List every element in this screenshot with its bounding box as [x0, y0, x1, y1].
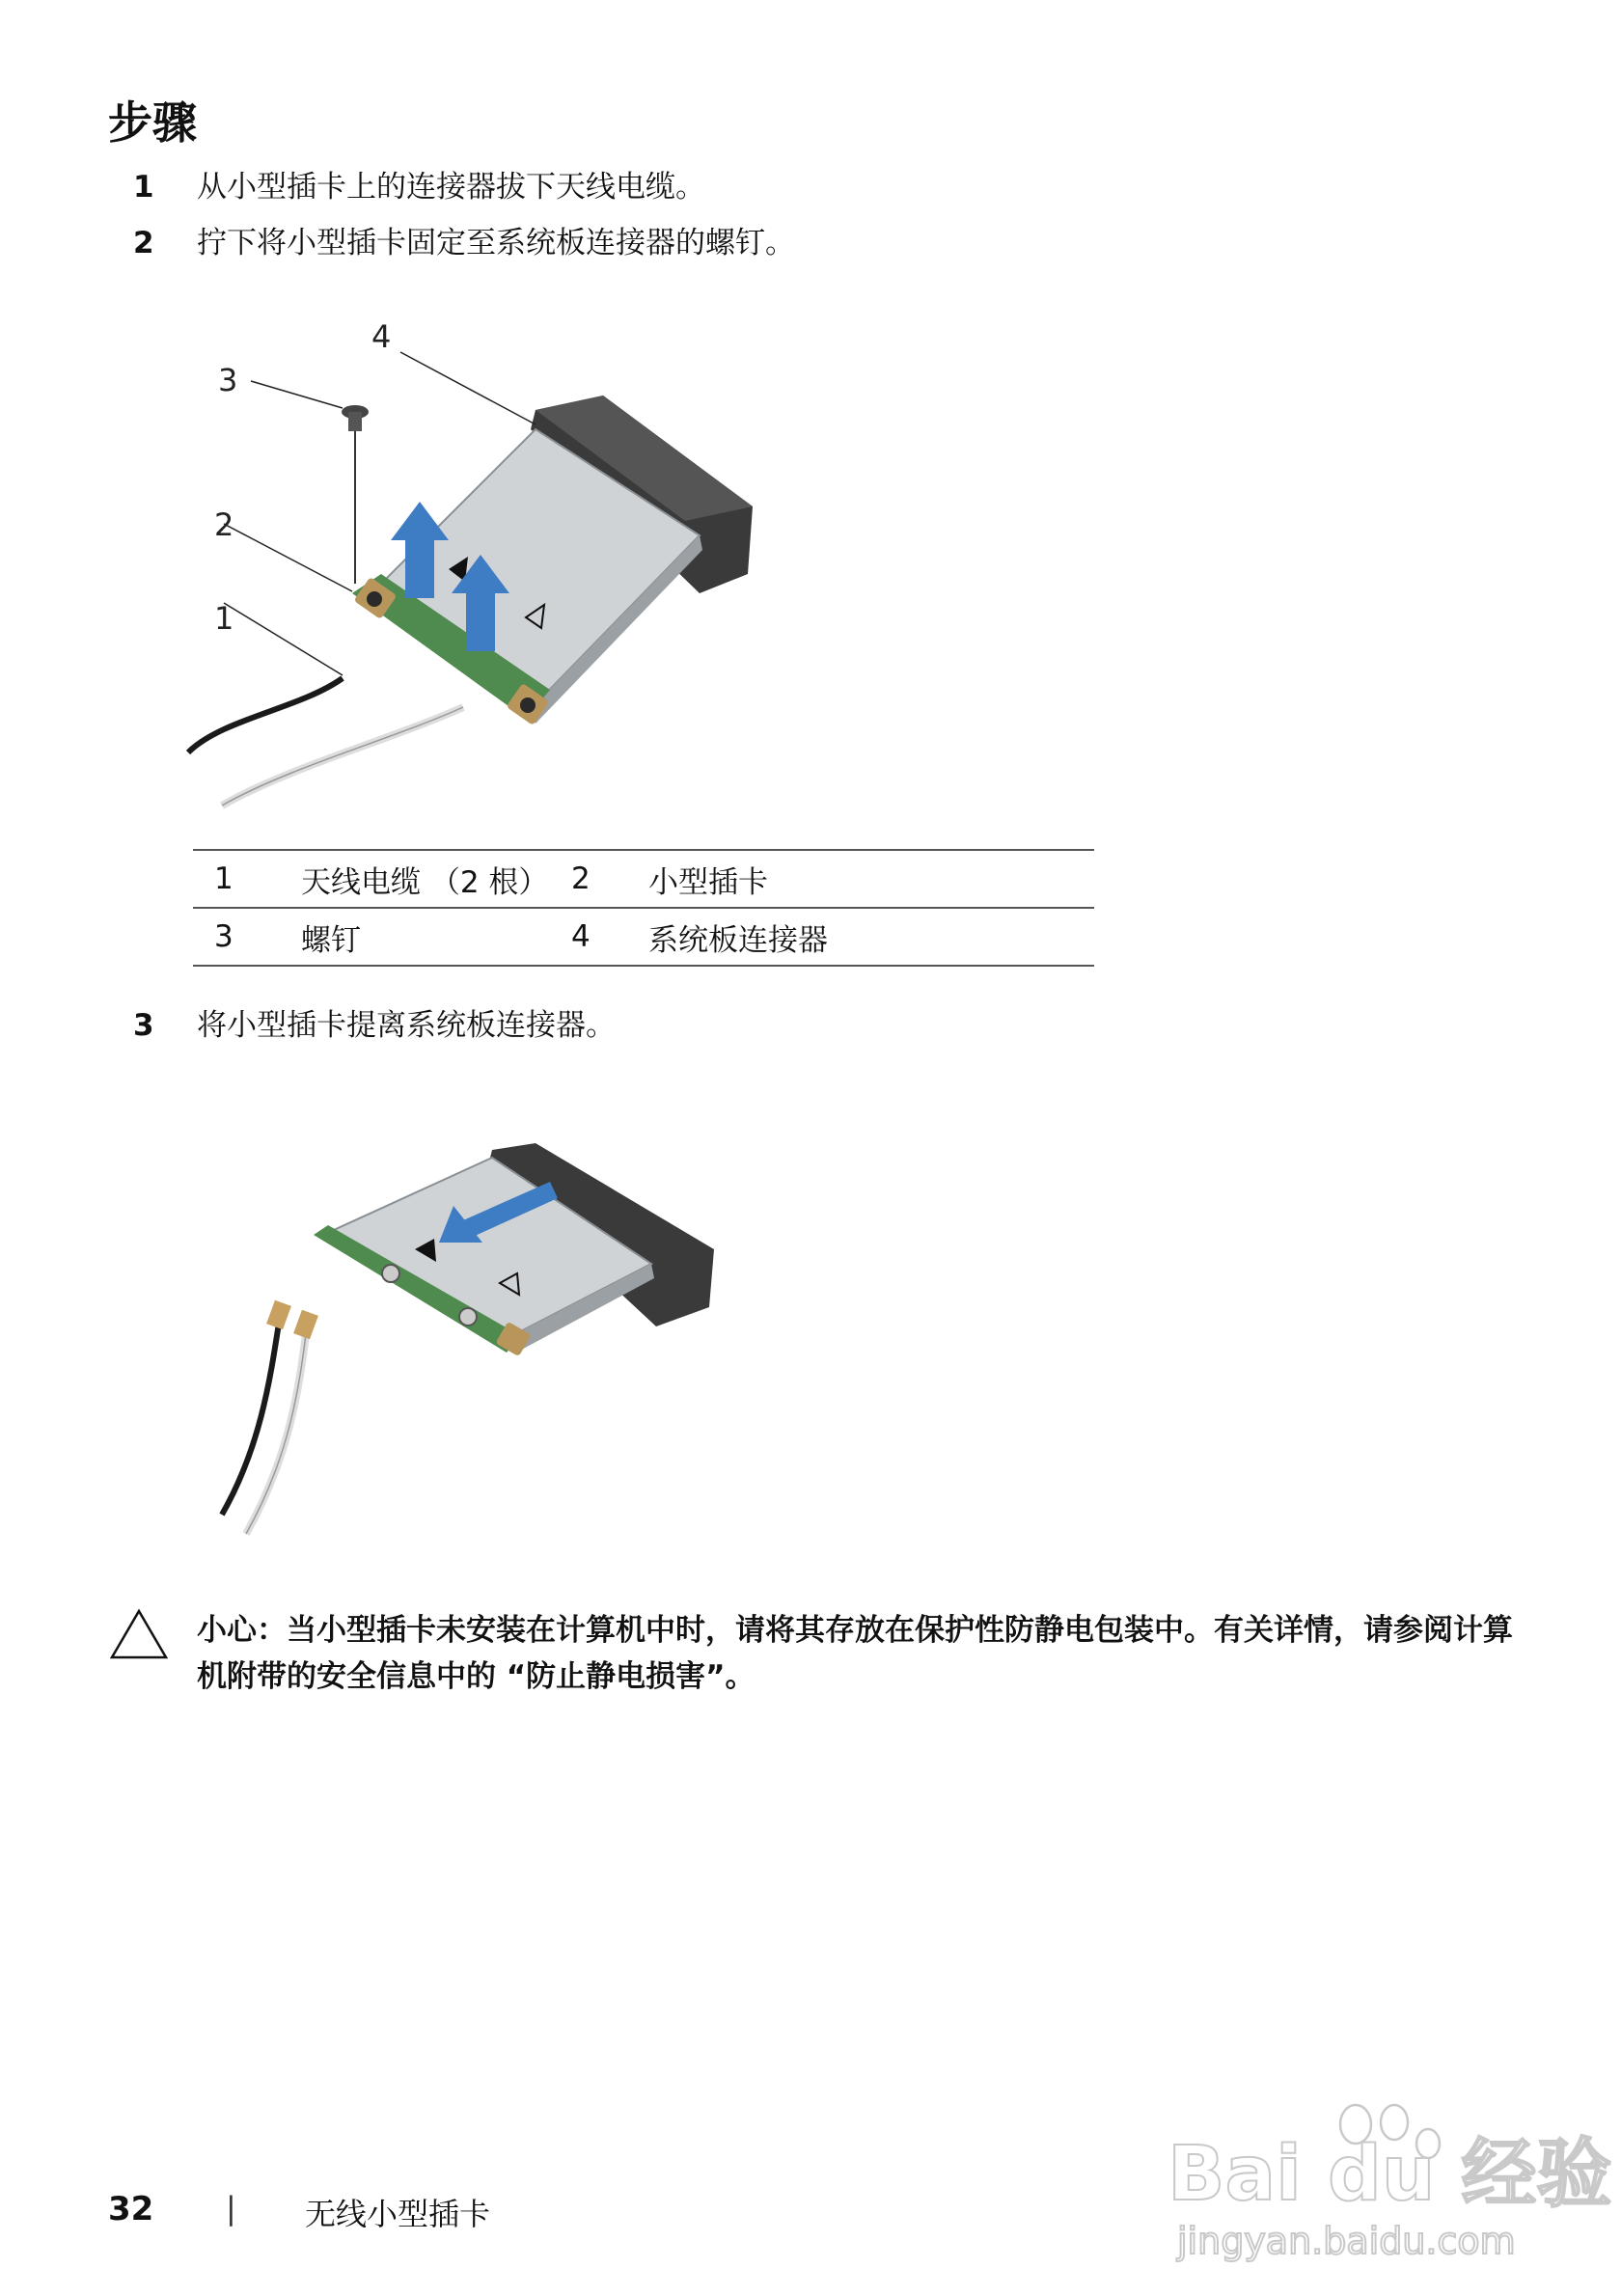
- callout-4: 4: [371, 318, 392, 355]
- minicard-removal-figure-2: [193, 1129, 772, 1563]
- callout-label: 小型插卡: [648, 850, 1094, 908]
- callout-number: 3: [193, 908, 301, 966]
- step-2: [133, 224, 795, 262]
- step-number: 1: [133, 170, 154, 205]
- callout-label: 天线电缆 （2 根）: [301, 850, 571, 908]
- caution-text: 小心：当小型插卡未安装在计算机中时，请将其存放在保护性防静电包装中。有关详情，请参阅计算机附带的安全信息中的 “防止静电损害”。: [197, 1613, 1513, 1695]
- callout-number: 1: [193, 850, 301, 908]
- step-number: 2: [133, 226, 154, 260]
- minicard-removal-figure-1: [145, 304, 820, 830]
- watermark-url: jingyan.baidu.com: [1177, 2220, 1516, 2262]
- step-text: 从小型插卡上的连接器拔下天线电缆。: [197, 170, 705, 205]
- callout-label: 螺钉: [301, 908, 571, 966]
- cable-connector-icon: [293, 1310, 318, 1340]
- watermark-logo: Bai du 经验: [1168, 2131, 1612, 2218]
- footer-section-title: 无线小型插卡: [305, 2196, 491, 2232]
- screw-icon: [342, 405, 369, 584]
- table-row: [193, 908, 1094, 966]
- caution-triangle-icon: [108, 1607, 170, 1661]
- step-3: [133, 1006, 616, 1045]
- callout-2: 2: [214, 506, 234, 543]
- step-text: 将小型插卡提离系统板连接器。: [197, 1008, 616, 1043]
- table-row: [193, 850, 1094, 908]
- footer-divider: |: [226, 2190, 236, 2227]
- step-1: [133, 168, 705, 206]
- section-heading: 步骤: [108, 96, 197, 149]
- callout-number: 4: [571, 908, 648, 966]
- black-antenna-cable: [188, 678, 343, 752]
- baidu-jingyan-watermark: [1148, 2084, 1612, 2267]
- step-number: 3: [133, 1008, 154, 1043]
- callout-label: 系统板连接器: [648, 908, 1094, 966]
- callout-legend-table: [193, 849, 1094, 967]
- callout-1: 1: [214, 600, 234, 637]
- step-text: 拧下将小型插卡固定至系统板连接器的螺钉。: [197, 226, 795, 260]
- cable-connector-icon: [266, 1300, 291, 1330]
- callout-3: 3: [218, 362, 238, 398]
- callout-number: 2: [571, 850, 648, 908]
- page-number: 32: [108, 2190, 154, 2228]
